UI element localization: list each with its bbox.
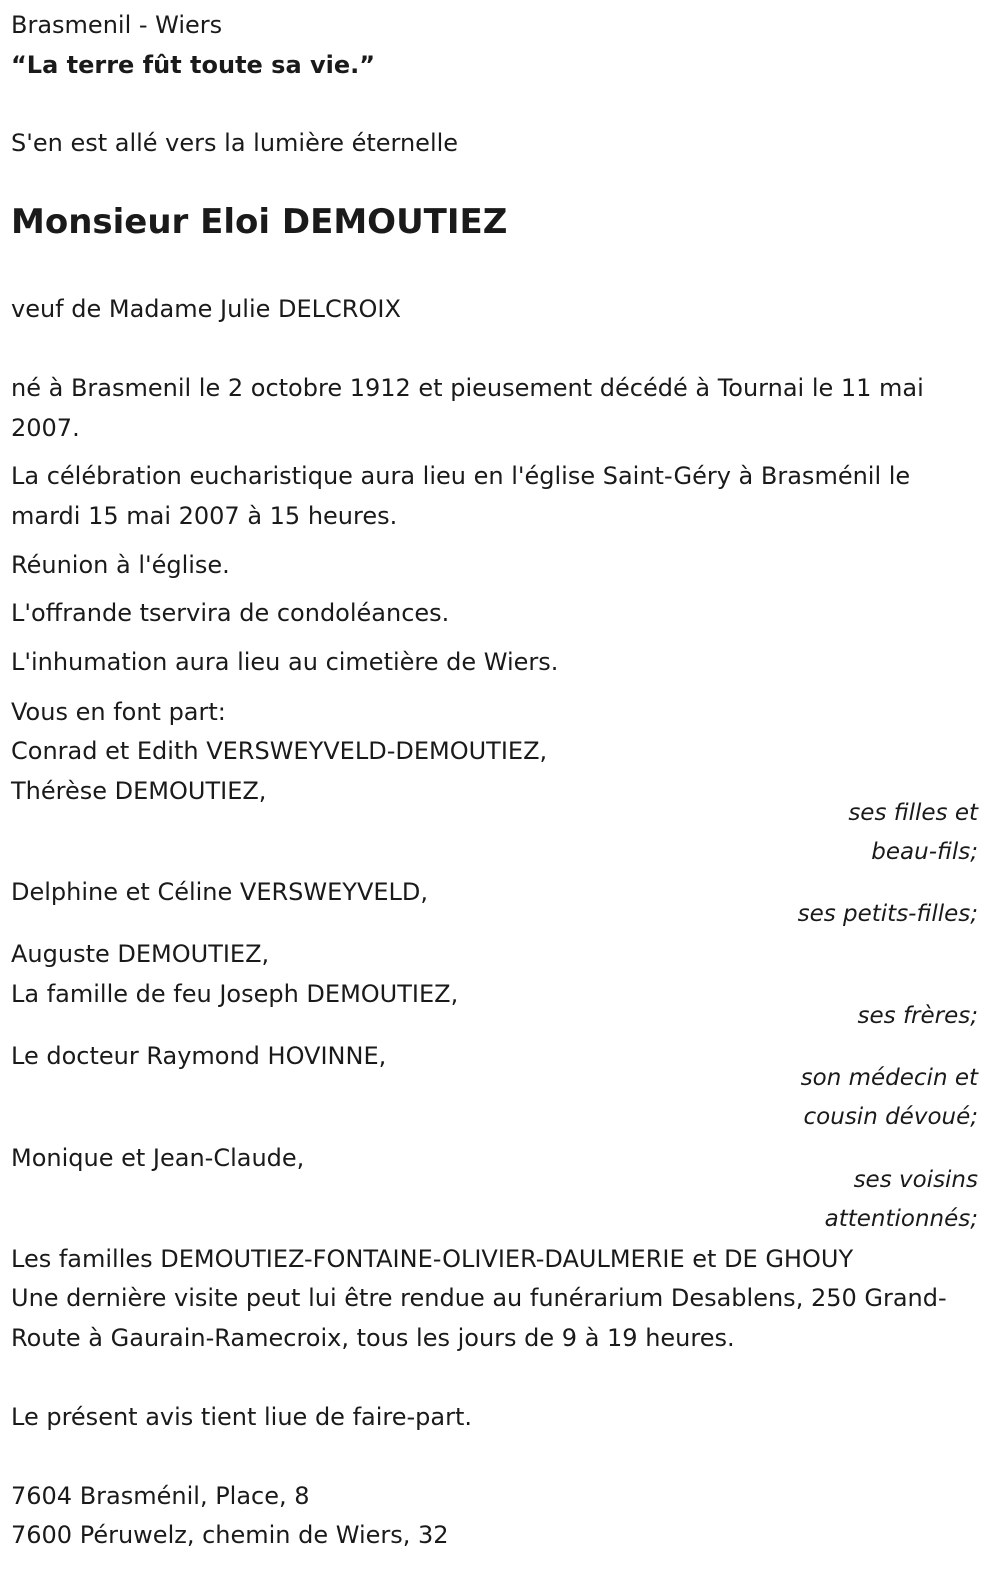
address-line: 7604 Brasménil, Place, 8 xyxy=(11,1482,310,1510)
family-member-name: La famille de feu Joseph DEMOUTIEZ, xyxy=(11,980,459,1008)
relation-line: attentionnés; xyxy=(824,1206,978,1232)
visit-paragraph: Une dernière visite peut lui être rendue au funérarium Desablens, 250 Grand-Route à Gaurain-Ramecroix, tous les jours de 9 à 19 heures. xyxy=(11,1284,947,1352)
relation-line: beau-fils; xyxy=(871,839,978,865)
relation-line: ses filles et xyxy=(848,800,978,826)
relation-line: ses frères; xyxy=(857,1003,978,1029)
family-member-name: Auguste DEMOUTIEZ, xyxy=(11,940,270,968)
relation-daughters xyxy=(848,794,978,872)
relation-line: ses voisins xyxy=(853,1167,978,1193)
deceased-name: Monsieur Eloi DEMOUTIEZ xyxy=(11,202,508,242)
family-member-name: Thérèse DEMOUTIEZ, xyxy=(11,777,267,805)
family-member-name: Conrad et Edith VERSWEYVELD-DEMOUTIEZ, xyxy=(11,737,548,765)
relation-granddaughters xyxy=(798,895,978,934)
ceremony-paragraph: La célébration eucharistique aura lieu en l'église Saint-Géry à Brasménil le mardi 15 mai 2007 à 15 heures. xyxy=(11,462,911,530)
relation-line: ses petits-filles; xyxy=(797,901,978,927)
meeting-line: Réunion à l'église. xyxy=(11,551,230,579)
notice-line: Le présent avis tient liue de faire-part. xyxy=(11,1403,473,1431)
family-member-name: Delphine et Céline VERSWEYVELD, xyxy=(11,878,429,906)
relation-line: son médecin et xyxy=(800,1065,978,1091)
family-member-name: Monique et Jean-Claude, xyxy=(11,1144,305,1172)
location-line: Brasmenil - Wiers xyxy=(11,11,223,39)
relation-line: cousin dévoué; xyxy=(803,1104,978,1130)
birth-death-paragraph: né à Brasmenil le 2 octobre 1912 et pieusement décédé à Tournai le 11 mai 2007. xyxy=(11,374,924,442)
quote-line: “La terre fût toute sa vie.” xyxy=(11,51,376,79)
intro-line: S'en est allé vers la lumière éternelle xyxy=(11,129,459,157)
relation-brothers xyxy=(858,997,978,1036)
relation-neighbors xyxy=(825,1161,978,1239)
family-member-name: Le docteur Raymond HOVINNE, xyxy=(11,1042,387,1070)
offering-line: L'offrande tservira de condoléances. xyxy=(11,599,450,627)
families-line: Les familles DEMOUTIEZ-FONTAINE-OLIVIER-DAULMERIE et DE GHOUY xyxy=(11,1245,854,1273)
address-line: 7600 Péruwelz, chemin de Wiers, 32 xyxy=(11,1521,449,1549)
burial-line: L'inhumation aura lieu au cimetière de Wiers. xyxy=(11,648,559,676)
widow-of-line: veuf de Madame Julie DELCROIX xyxy=(11,295,401,323)
relation-doctor xyxy=(801,1059,978,1137)
announcers-intro: Vous en font part: xyxy=(11,698,226,726)
